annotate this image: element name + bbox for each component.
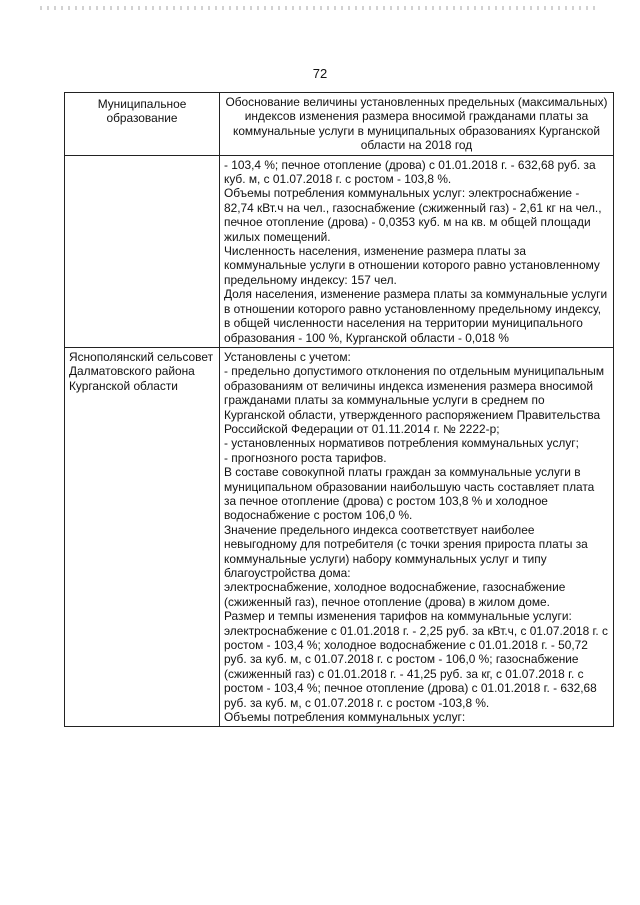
municipality-cell: Яснополянский сельсовет Далматовского района Курганской области <box>65 347 220 727</box>
paragraph: - установленных нормативов потребления коммунальных услуг; <box>224 436 579 451</box>
table-row <box>65 347 614 727</box>
paragraph: - прогнозного роста тарифов. <box>224 450 387 465</box>
header-justification: Обоснование величины установленных предельных (максимальных) индексов изменения размера вносимой гражданами платы за коммунальные услуги в муниципальных образованиях Курганской области на 2018 год <box>220 93 614 156</box>
paragraph: электроснабжение, холодное водоснабжение, газоснабжение (сжиженный газ), печное отопление (дрова) в жилом доме. <box>224 580 566 609</box>
paragraph: Численность населения, изменение размера платы за коммунальные услуги в отношении которого равно установленному предельному индексу: 157 чел. <box>224 244 600 287</box>
paragraph: Объемы потребления коммунальных услуг: электроснабжение - 82,74 кВт.ч на чел., газоснабжение (сжиженный газ) - 2,61 кг на чел., печное отопление (дрова) - 0,0353 куб. м на кв. м общей площади жилых помещений. <box>224 186 602 244</box>
table-row <box>65 155 614 347</box>
justification-cell <box>220 155 614 347</box>
justification-cell <box>220 347 614 727</box>
paragraph: Значение предельного индекса соответствует наиболее невыгодному для потребителя (с точки зрения прироста платы за коммунальные услуги) набору коммунальных услуг и типу благоустройства дома: <box>224 522 588 580</box>
paragraph: Доля населения, изменение размера платы за коммунальные услуги в отношении которого равно установленному предельному индексу, в общей численности населения на территории муниципального образования - 100 %, Курганской области - 0,018 % <box>224 287 608 345</box>
header-municipality: Муниципальное образование <box>65 93 220 156</box>
paragraph: Установлены с учетом: <box>224 349 351 364</box>
tariff-justification-table <box>64 92 614 727</box>
page-number: 72 <box>312 66 328 81</box>
paragraph: Размер и темпы изменения тарифов на коммунальные услуги: <box>224 609 572 624</box>
paragraph: - 103,4 %; печное отопление (дрова) с 01.01.2018 г. - 632,68 руб. за куб. м, с 01.07.2018 г. с ростом - 103,8 %. <box>224 157 596 187</box>
paragraph: В составе совокупной платы граждан за коммунальные услуги в муниципальном образовании наибольшую часть составляет плата за печное отопление (дрова) с ростом 103,8 % и холодное водоснабжение с ростом 106,0 %. <box>224 465 595 523</box>
municipality-cell <box>65 155 220 347</box>
scan-noise-strip <box>40 6 600 10</box>
paragraph: Объемы потребления коммунальных услуг: <box>224 710 466 725</box>
paragraph: электроснабжение с 01.01.2018 г. - 2,25 руб. за кВт.ч, с 01.07.2018 г. с ростом - 103,4 %; холодное водоснабжение с 01.01.2018 г. - 50,72 руб. за куб. м, с 01.07.2018 г. с ростом - 106,0 %; газоснабжение (сжиженный газ) с 01.01.2018 г. - 41,25 руб. за кг, с 01.07.2018 г. с ростом - 103,4 %; печное отопление (дрова) с 01.01.2018 г. - 632,68 руб. за куб. м, с 01.07.2018 г. с ростом -103,8 %. <box>224 623 608 710</box>
paragraph: - предельно допустимого отклонения по отдельным муниципальным образованиям от величины индекса изменения размера вносимой гражданами платы за коммунальные услуги в среднем по Курганской области, утвержденного распоряжением Правительства Российской Федерации от 01.11.2014 г. № 2222-р; <box>224 364 605 436</box>
table-header-row <box>65 93 614 156</box>
